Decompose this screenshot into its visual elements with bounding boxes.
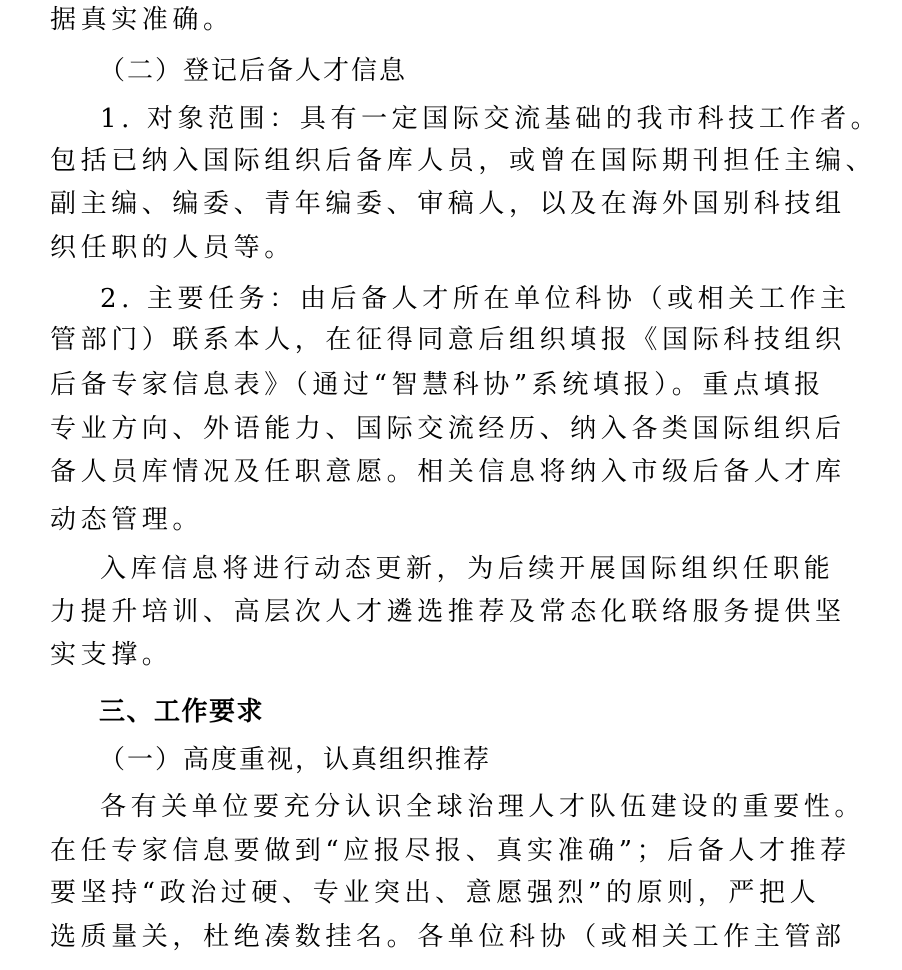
body-text-line: 据真实准确。 bbox=[50, 5, 234, 35]
body-text-line: 织任职的人员等。 bbox=[50, 233, 295, 263]
body-text-line: 2. 主要任务：由后备人才所在单位科协（或相关工作主 bbox=[100, 284, 851, 314]
body-text-line: 各有关单位要充分认识全球治理人才队伍建设的重要性。 bbox=[100, 792, 866, 822]
body-text-line: 1. 对象范围：具有一定国际交流基础的我市科技工作者。 bbox=[100, 104, 882, 134]
body-text-line: 选质量关，杜绝凑数挂名。各单位科协（或相关工作主管部 bbox=[50, 922, 846, 952]
section-heading: 三、工作要求 bbox=[99, 697, 265, 727]
body-text-line: 力提升培训、高层次人才遴选推荐及常态化联络服务提供坚 bbox=[50, 597, 846, 627]
body-text-line: 后备专家信息表》（通过“智慧科协”系统填报）。重点填报 bbox=[50, 370, 825, 400]
body-text-line: 要坚持“政治过硬、专业突出、意愿强烈”的原则，严把人 bbox=[50, 878, 821, 908]
body-text-line: 备人员库情况及任职意愿。相关信息将纳入市级后备人才库 bbox=[50, 457, 846, 487]
body-text-line: 实支撑。 bbox=[50, 640, 173, 670]
body-text-line: 包括已纳入国际组织后备库人员，或曾在国际期刊担任主编、 bbox=[50, 146, 877, 176]
body-text-line: 副主编、编委、青年编委、审稿人，以及在海外国别科技组 bbox=[50, 189, 846, 219]
subsection-heading: （一）高度重视，认真组织推荐 bbox=[99, 745, 492, 775]
subsection-heading: （二）登记后备人才信息 bbox=[99, 56, 408, 86]
body-text-line: 入库信息将进行动态更新，为后续开展国际组织任职能 bbox=[100, 554, 835, 584]
body-text-line: 在任专家信息要做到“应报尽报、真实准确”；后备人才推荐 bbox=[50, 836, 851, 866]
body-text-line: 管部门）联系本人，在征得同意后组织填报《国际科技组织 bbox=[50, 325, 846, 355]
body-text-line: 动态管理。 bbox=[50, 505, 204, 535]
body-text-line: 专业方向、外语能力、国际交流经历、纳入各类国际组织后 bbox=[50, 414, 846, 444]
